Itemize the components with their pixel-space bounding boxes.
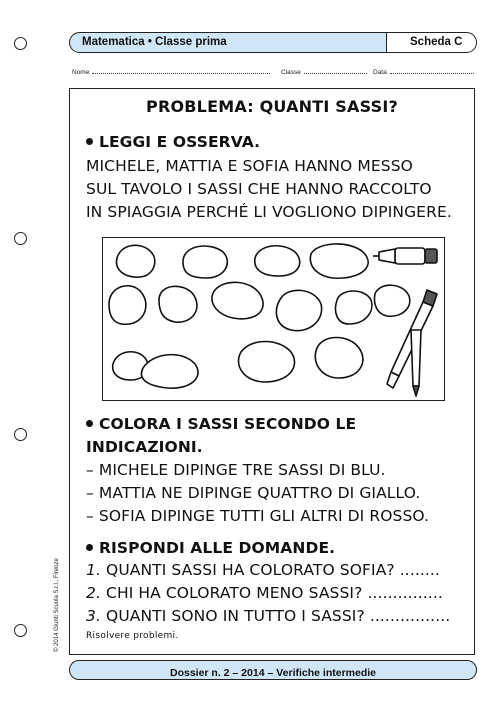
section2-heading-cont: INDICAZIONI. (86, 438, 203, 456)
marker-icon (373, 248, 437, 264)
section1-heading: LEGGI E OSSERVA. (86, 133, 260, 151)
answer-blank-3[interactable]: ................ (364, 607, 451, 625)
worksheet-title: PROBLEMA: QUANTI SASSI? (146, 97, 398, 116)
stone-icon (255, 246, 300, 276)
section1-line: MICHELE, MATTIA E SOFIA HANNO MESSO (86, 157, 413, 175)
class-label: Classe (281, 69, 301, 76)
instruction-line: – MATTIA NE DIPINGE QUATTRO DI GIALLO. (86, 484, 421, 502)
pencil-icon (411, 330, 421, 396)
binder-hole-bottom (14, 624, 27, 637)
worksheet-frame (69, 88, 475, 655)
stone-icon (238, 342, 294, 383)
header-bar (69, 32, 477, 53)
binder-hole-top (14, 37, 27, 50)
section3-heading: RISPONDI ALLE DOMANDE. (86, 539, 335, 557)
class-field[interactable] (281, 68, 367, 76)
section1-line: IN SPIAGGIA PERCHÉ LI VOGLIONO DIPINGERE. (86, 203, 452, 221)
question-1: 1. QUANTI SASSI HA COLORATO SOFIA? ........ (86, 561, 440, 579)
name-field[interactable] (72, 68, 270, 76)
instruction-line: – SOFIA DIPINGE TUTTI GLI ALTRI DI ROSSO. (86, 507, 430, 525)
stone-icon (276, 290, 321, 330)
answer-blank-2[interactable]: ............... (362, 584, 443, 602)
bullet-icon (86, 138, 93, 145)
footer-label: Dossier n. 2 – 2014 – Verifiche intermedie (169, 667, 377, 679)
section1-line: SUL TAVOLO I SASSI CHE HANNO RACCOLTO (86, 180, 432, 198)
stone-icon (159, 286, 197, 322)
answer-blank-1[interactable]: ........ (394, 561, 440, 579)
question-3: 3. QUANTI SONO IN TUTTO I SASSI? ................ (86, 607, 451, 625)
binder-hole-lower-middle (14, 428, 27, 441)
copyright: © 2014 Giunti Scuola S.r.l., Firenze (54, 558, 60, 652)
bullet-icon (86, 420, 93, 427)
stone-icon (183, 246, 227, 278)
date-label: Data (373, 69, 387, 76)
instruction-line: – MICHELE DIPINGE TRE SASSI DI BLU. (86, 461, 386, 479)
stone-icon (109, 286, 146, 325)
sheet-tab (386, 33, 476, 52)
question-2: 2. CHI HA COLORATO MENO SASSI? ............... (86, 584, 443, 602)
stone-icon (212, 282, 263, 319)
date-field[interactable] (373, 68, 474, 76)
stone-icon (141, 355, 198, 389)
stone-icon (375, 285, 410, 316)
binder-hole-upper-middle (14, 232, 27, 245)
stone-icon (315, 338, 363, 379)
stones-illustration (103, 238, 444, 400)
subject-label: Matematica • Classe prima (82, 36, 227, 48)
skill-label: Risolvere problemi. (86, 631, 179, 641)
stone-icon (116, 245, 154, 277)
stone-icon (336, 291, 372, 324)
sheet-label: Scheda C (410, 36, 463, 48)
footer-bar (69, 660, 477, 680)
stone-icon (310, 244, 368, 278)
stones-picture (102, 237, 445, 401)
bullet-icon (86, 544, 93, 551)
name-label: Nome (72, 69, 90, 76)
section2-heading: COLORA I SASSI SECONDO LE (86, 415, 356, 433)
